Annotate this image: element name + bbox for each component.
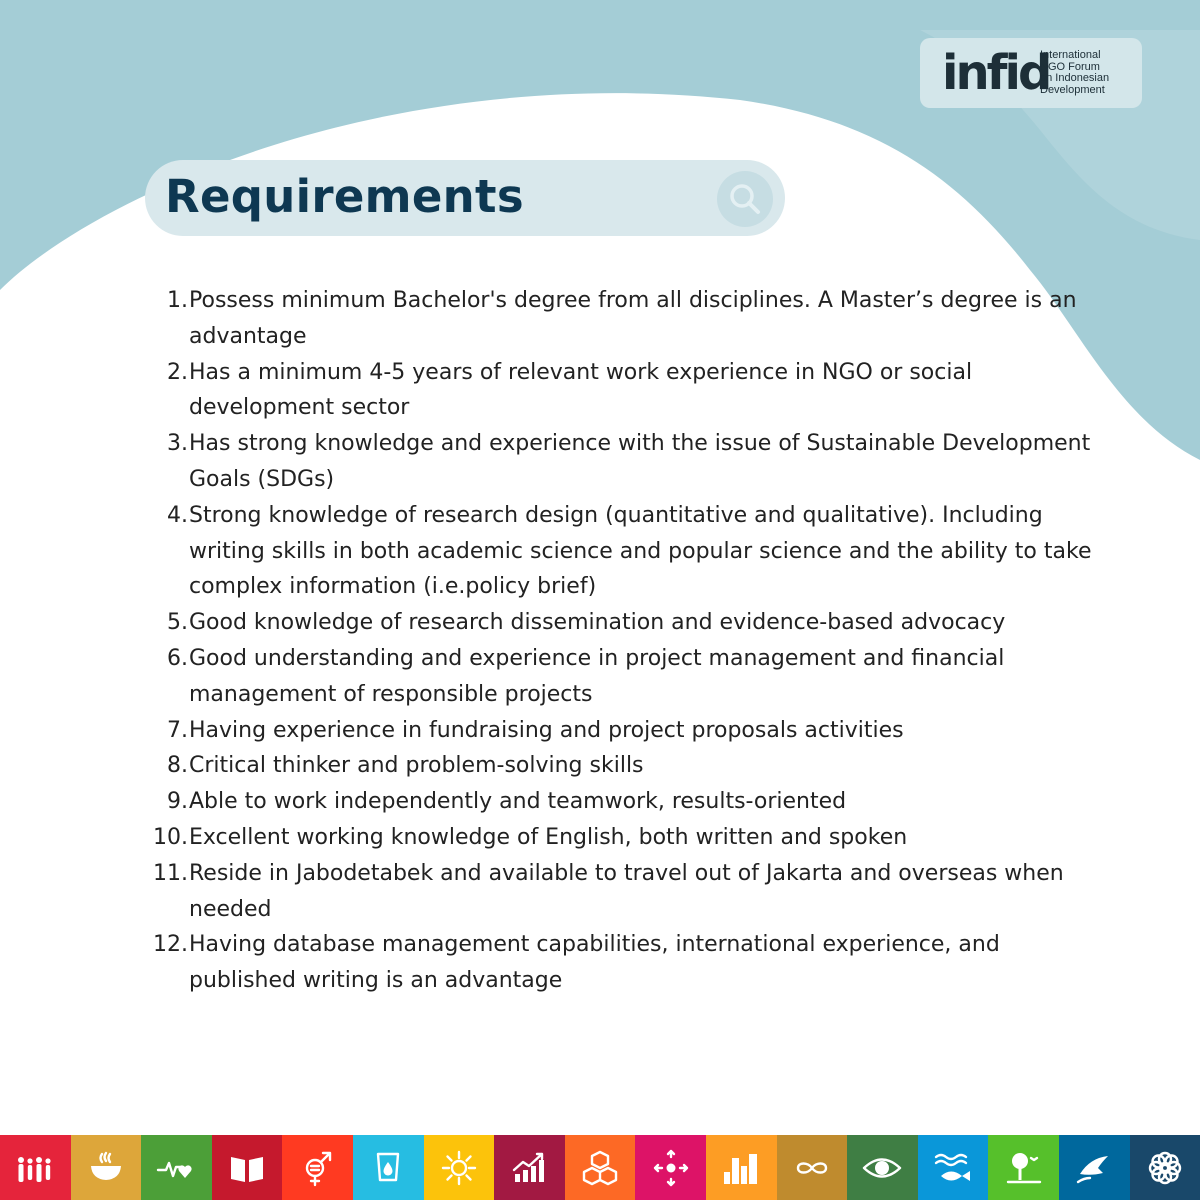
logo-org-name <box>1040 50 1109 96</box>
requirement-item <box>150 820 1110 856</box>
city-icon <box>706 1135 777 1200</box>
family-icon <box>0 1135 71 1200</box>
requirement-item <box>150 856 1110 928</box>
water-drop-icon <box>353 1135 424 1200</box>
requirement-number: 4. <box>167 502 188 528</box>
requirement-number: 3. <box>167 431 188 457</box>
requirement-item <box>150 605 1110 641</box>
fish-icon <box>918 1135 989 1200</box>
requirement-text: Possess minimum Bachelor's degree from all disciplines. A Master’s degree is an advantage <box>189 288 1077 349</box>
requirement-number: 5. <box>167 610 188 636</box>
requirements-list <box>150 283 1110 999</box>
requirement-text: Reside in Jabodetabek and available to travel out of Jakarta and overseas when needed <box>189 860 1064 922</box>
requirement-text: Excellent working knowledge of English, both written and spoken <box>189 824 908 850</box>
requirement-text: Has strong knowledge and experience with the issue of Sustainable Development Goals (SDGs) <box>189 431 1091 492</box>
requirement-number: 10. <box>153 824 188 850</box>
requirement-item <box>150 498 1110 605</box>
requirement-number: 2. <box>167 359 188 385</box>
logo-mark: infid <box>942 45 1050 101</box>
requirement-text: Able to work independently and teamwork, results-oriented <box>189 789 847 815</box>
requirement-item <box>150 784 1110 820</box>
requirement-item <box>150 641 1110 713</box>
dove-icon <box>1059 1135 1130 1200</box>
requirement-item <box>150 713 1110 749</box>
logo-line: on Indonesian <box>1040 72 1110 84</box>
requirement-text: Good understanding and experience in project management and financial management of responsible projects <box>189 645 1005 707</box>
requirement-number: 7. <box>167 717 188 743</box>
sun-icon <box>424 1135 495 1200</box>
cubes-icon <box>565 1135 636 1200</box>
bowl-icon <box>71 1135 142 1200</box>
requirement-item <box>150 927 1110 999</box>
flower-icon <box>1130 1135 1200 1200</box>
requirement-item <box>150 426 1110 498</box>
requirement-item <box>150 283 1110 355</box>
requirement-text: Having experience in fundraising and project proposals activities <box>189 717 904 743</box>
logo-line: NGO Forum <box>1040 60 1100 73</box>
eye-globe-icon <box>847 1135 918 1200</box>
requirement-item <box>150 748 1110 784</box>
requirement-text: Strong knowledge of research design (quantitative and qualitative). Including writing skills in both academic science and popular science and the ability to take complex information (i.e.policy brief) <box>189 502 1092 600</box>
heartbeat-icon <box>141 1135 212 1200</box>
requirement-text: Has a minimum 4-5 years of relevant work experience in NGO or social development sector <box>189 359 973 421</box>
page-title: Requirements <box>165 170 524 223</box>
requirement-text: Good knowledge of research dissemination and evidence-based advocacy <box>189 610 1006 636</box>
growth-chart-icon <box>494 1135 565 1200</box>
requirement-number: 8. <box>167 753 188 779</box>
logo-line: International <box>1040 49 1101 61</box>
requirement-item <box>150 355 1110 427</box>
requirement-number: 9. <box>167 789 188 815</box>
requirement-text: Having database management capabilities, international experience, and published writing is an advantage <box>189 932 1000 994</box>
requirement-number: 6. <box>167 645 188 671</box>
requirement-text: Critical thinker and problem-solving skills <box>189 753 644 779</box>
logo-line: Development <box>1040 83 1105 96</box>
search-icon <box>717 171 773 227</box>
book-icon <box>212 1135 283 1200</box>
title-pill <box>145 160 785 236</box>
sdg-icon-strip <box>0 1135 1200 1200</box>
requirement-number: 1. <box>167 288 188 313</box>
equality-icon <box>635 1135 706 1200</box>
requirement-number: 12. <box>153 932 188 958</box>
tree-icon <box>988 1135 1059 1200</box>
requirement-number: 11. <box>153 860 188 886</box>
infid-logo <box>920 38 1142 108</box>
gender-icon <box>282 1135 353 1200</box>
infinity-icon <box>777 1135 848 1200</box>
